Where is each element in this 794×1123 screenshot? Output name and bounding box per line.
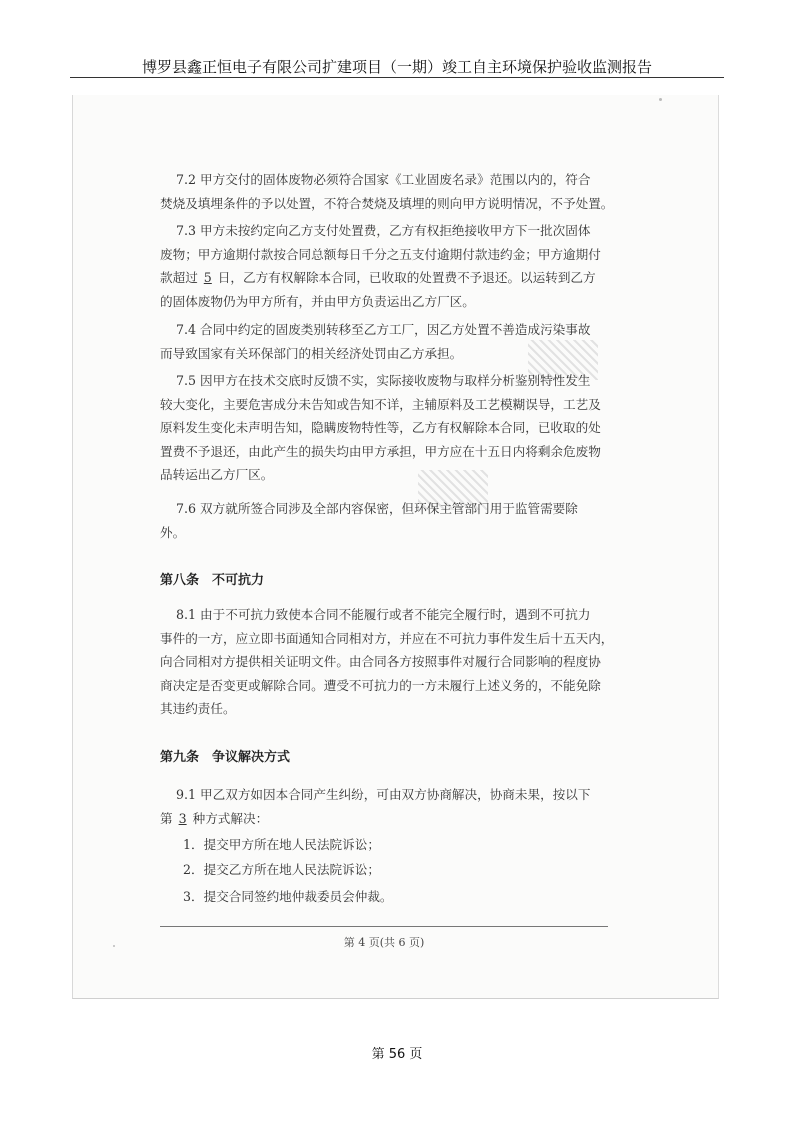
text-line: 外。 [160, 524, 186, 540]
text-line: 废物；甲方逾期付款按合同总额每日千分之五支付逾期付款违约金；甲方逾期付 [160, 246, 601, 262]
scan-speck [113, 945, 115, 947]
filled-option-number: 3 [178, 810, 187, 826]
dispute-option-1: 1．提交甲方所在地人民法院诉讼； [183, 837, 380, 852]
clause-7-5 [160, 369, 618, 487]
scan-page-number: 第 4 页(共 6 页) [343, 936, 425, 949]
text-fragment: 日，乙方有权解除本合同，已收取的处置费不予退还。以运转到乙方 [217, 270, 596, 285]
text-line: 而导致国家有关环保部门的相关经济处罚由乙方承担。 [160, 345, 463, 361]
clause-7-2 [160, 168, 618, 215]
header-divider [70, 77, 724, 78]
text-fragment: 款超过 [160, 270, 198, 285]
text-line: 的固体废物仍为甲方所有，并由甲方负责运出乙方厂区。 [160, 293, 475, 309]
clause-7-6 [160, 497, 618, 544]
report-header-title: 博罗县鑫正恒电子有限公司扩建项目（一期）竣工自主环境保护验收监测报告 [141, 58, 652, 76]
text-fragment: 第 [160, 810, 173, 826]
text-fragment: 种方式解决： [192, 810, 269, 826]
article-9-heading: 第九条 争议解决方式 [160, 750, 291, 765]
dispute-option-2: 2．提交乙方所在地人民法院诉讼； [183, 862, 380, 877]
text-line: 7.5 因甲方在技术交底时反馈不实，实际接收废物与取样分析鉴别特性发生 [176, 373, 591, 388]
text-line: 焚烧及填埋条件的予以处置，不符合焚烧及填埋的则向甲方说明情况，不予处置。 [160, 195, 614, 211]
text-line: 7.6 双方就所签合同涉及全部内容保密，但环保主管部门用于监管需要除 [176, 501, 578, 516]
clause-8-1 [160, 603, 618, 721]
report-page-number: 第 56 页 [371, 1047, 423, 1062]
text-line: 9.1 甲乙双方如因本合同产生纠纷，可由双方协商解决，协商未果，按以下 [176, 787, 591, 802]
text-line: 7.4 合同中约定的固废类别转移至乙方工厂，因乙方处置不善造成污染事故 [176, 322, 591, 337]
text-line: 向合同相对方提供相关证明文件。由合同各方按照事件对履行合同影响的程度协 [160, 654, 601, 669]
text-line: 品转运出乙方厂区。 [160, 467, 274, 482]
clause-9-1 [160, 783, 618, 830]
text-line: 7.3 甲方未按约定向乙方支付处置费，乙方有权拒绝接收甲方下一批次固体 [176, 223, 591, 238]
text-line: 商决定是否变更或解除合同。遭受不可抗力的一方未履行上述义务的，不能免除 [160, 677, 601, 693]
text-line: 置费不予退还，由此产生的损失均由甲方承担，甲方应在十五日内将剩余危废物 [160, 443, 601, 459]
clause-7-4 [160, 318, 618, 365]
text-line: 其违约责任。 [160, 701, 236, 716]
text-line: 原料发生变化未声明告知，隐瞒废物特性等，乙方有权解除本合同，已收取的处 [160, 420, 601, 435]
text-line [160, 266, 618, 290]
scan-speck [659, 98, 662, 101]
article-8-heading: 第八条 不可抗力 [160, 573, 265, 588]
text-line: 7.2 甲方交付的固体废物必须符合国家《工业固废名录》范围以内的，符合 [176, 172, 591, 187]
clause-7-3 [160, 219, 618, 313]
text-line: 较大变化，主要危害成分未告知或告知不详，主辅原料及工艺模糊误导，工艺及 [160, 396, 601, 412]
scan-footer-divider [160, 926, 608, 927]
dispute-option-3: 3．提交合同签约地仲裁委员会仲裁。 [183, 889, 393, 904]
text-line: 事件的一方，应立即书面通知合同相对方，并应在不可抗力事件发生后十五天内， [160, 630, 614, 646]
filled-days-value: 5 [203, 270, 212, 285]
text-line: 8.1 由于不可抗力致使本合同不能履行或者不能完全履行时，遇到不可抗力 [176, 607, 591, 622]
text-line [160, 807, 618, 831]
